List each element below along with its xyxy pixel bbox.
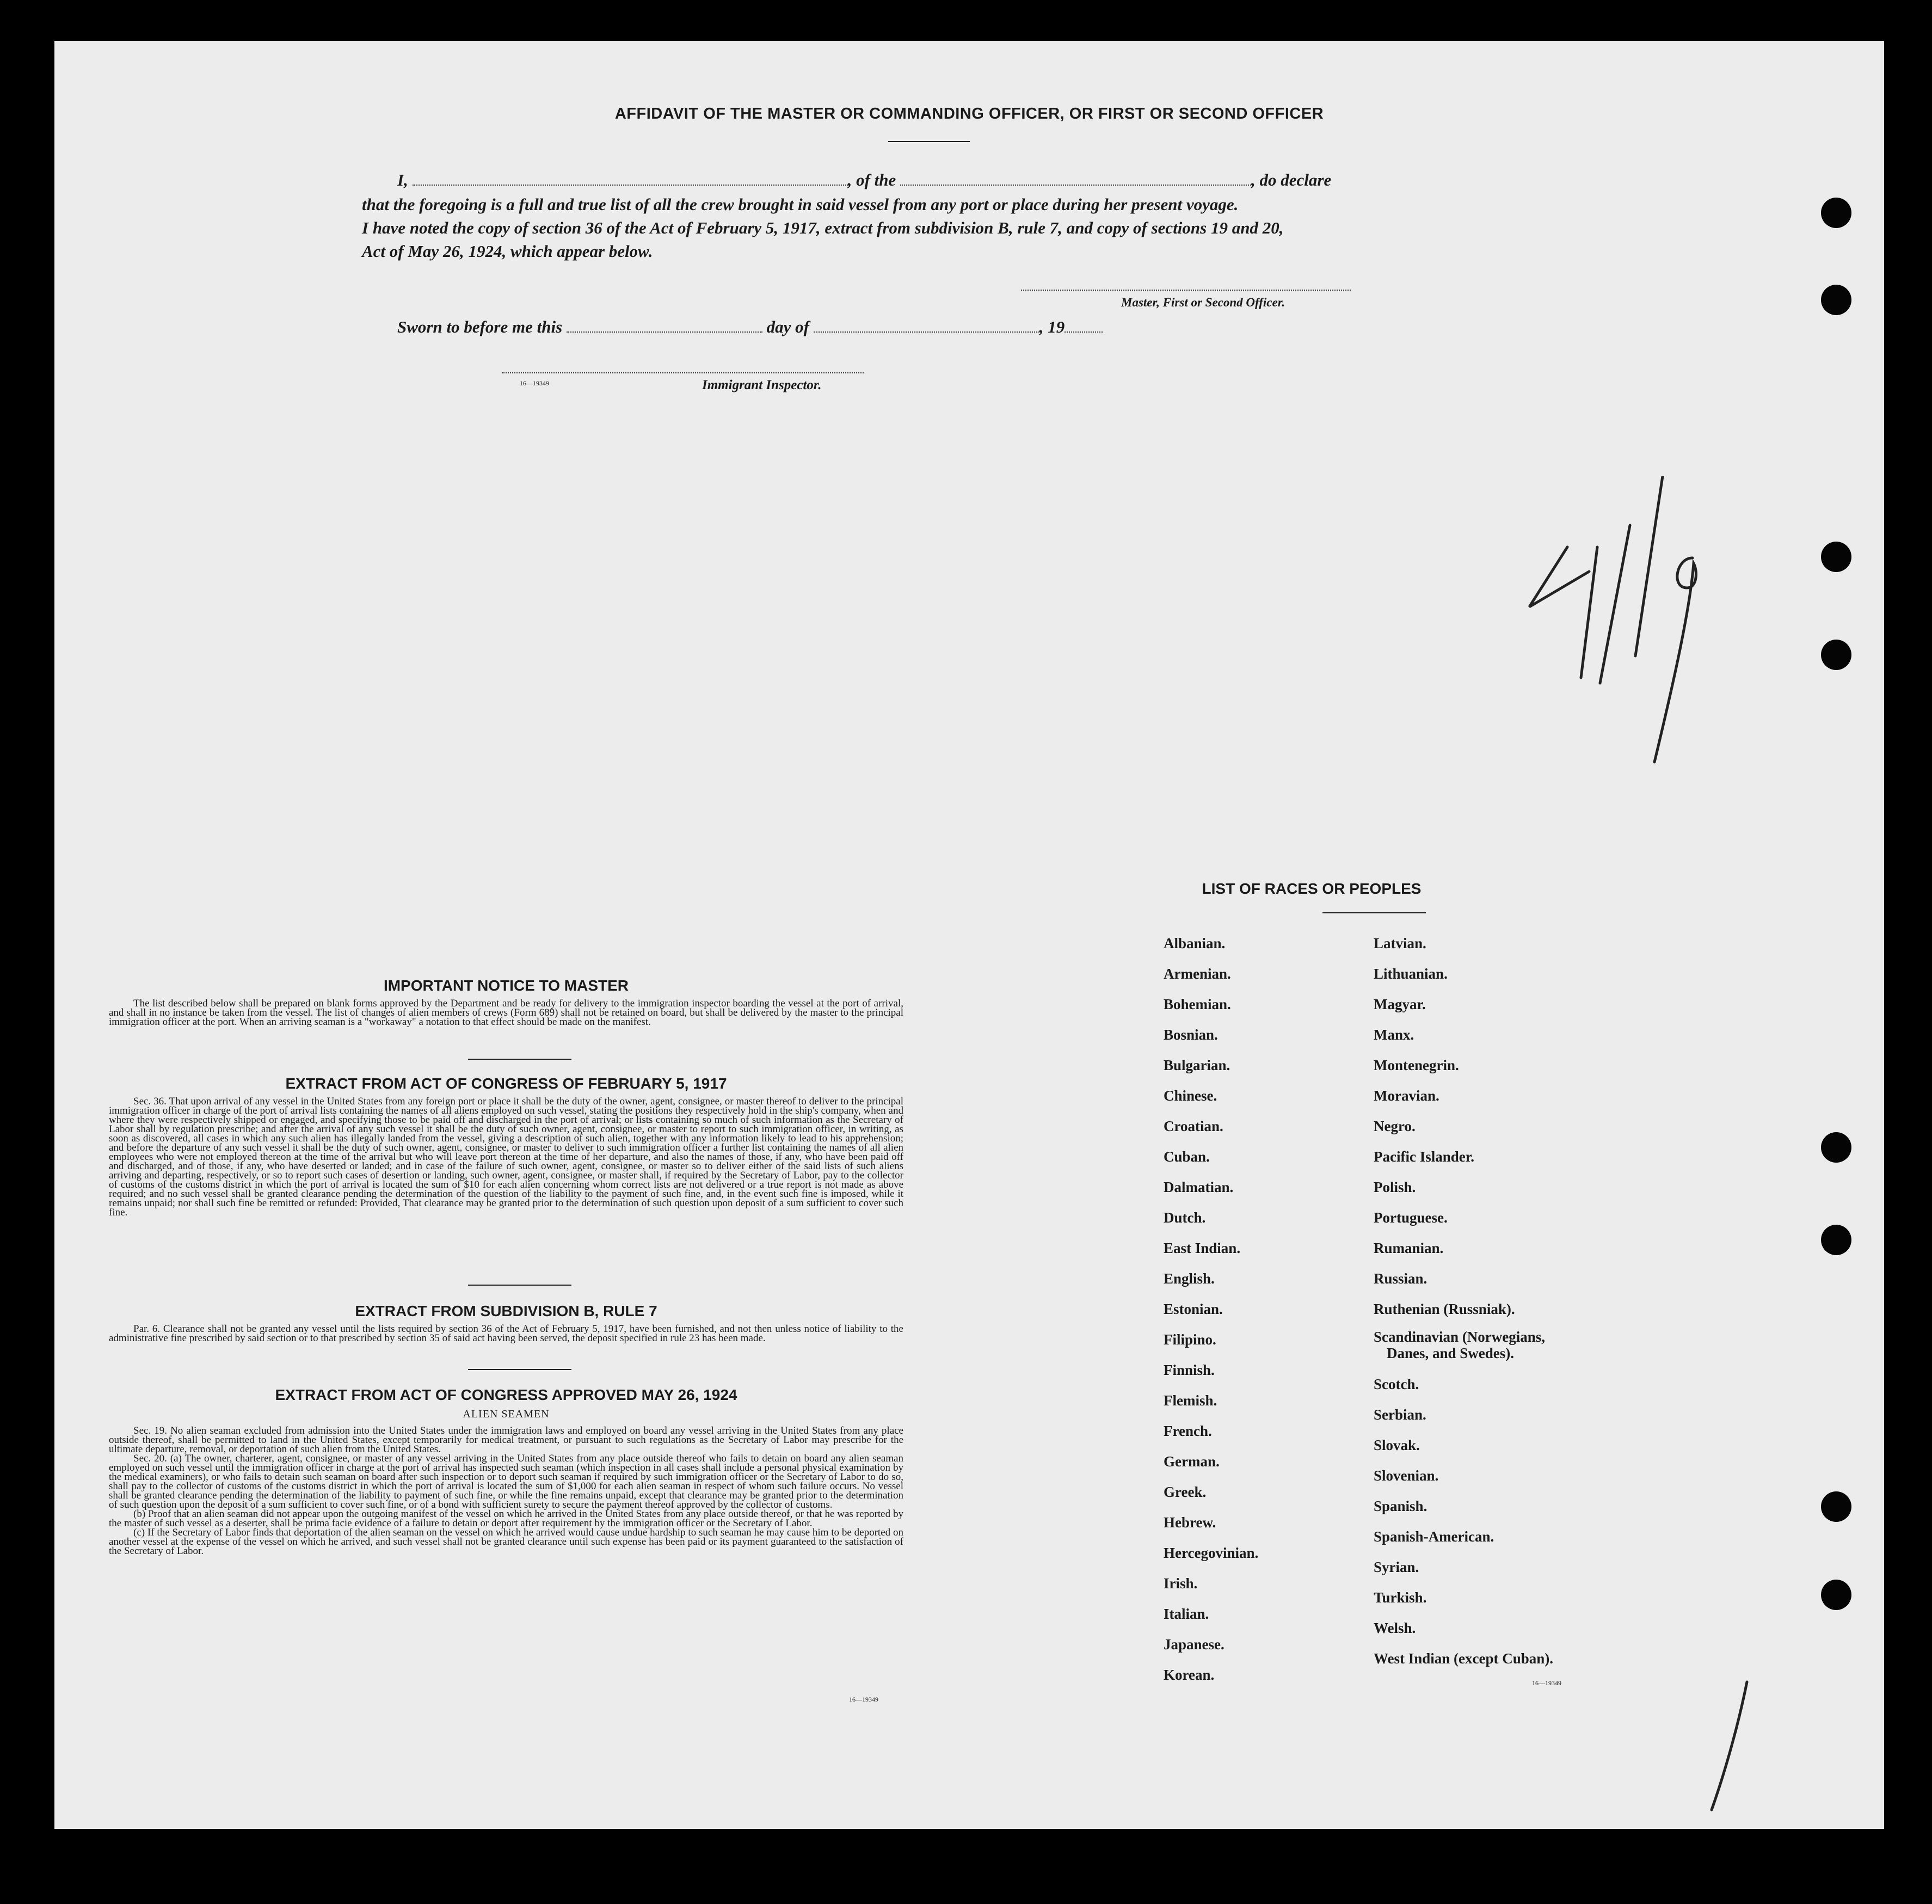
year-label: , 19 [1039, 317, 1065, 336]
rule7-title: EXTRACT FROM SUBDIVISION B, RULE 7 [355, 1303, 657, 1319]
race-item: Dalmatian. [1164, 1179, 1234, 1195]
race-item: Portuguese. [1374, 1209, 1448, 1226]
document-sheet [54, 41, 1884, 1829]
year-blank [1065, 331, 1103, 333]
punch-hole [1821, 1132, 1851, 1163]
races-rule [1322, 912, 1426, 913]
section-19: Sec. 19. No alien seaman excluded from admission into the United States under the immigration laws and employed on board any vessel arriving in the United States from any place outside thereof, shall be permitted to land in the United States, except temporarily for medical treatment, or pursuant to such regulations as the Secretary of Labor may prescribe for the ultimate departure, removal, or deportation of such alien from the United States. [109, 1425, 903, 1455]
race-item: Rumanian. [1374, 1240, 1444, 1256]
affidavit-title: AFFIDAVIT OF THE MASTER OR COMMANDING OFFICER, OR FIRST OR SECOND OFFICER [614, 105, 1324, 122]
race-item: Spanish. [1374, 1498, 1428, 1514]
inspector-signature-label: Immigrant Inspector. [702, 378, 822, 392]
race-item: Chinese. [1164, 1088, 1217, 1104]
master-signature-label: Master, First or Second Officer. [1121, 296, 1285, 309]
extract-1917-title: EXTRACT FROM ACT OF CONGRESS OF FEBRUARY 5, 1917 [285, 1075, 727, 1092]
race-item: Croatian. [1164, 1118, 1223, 1134]
race-item: Dutch. [1164, 1209, 1206, 1226]
races-title: LIST OF RACES OR PEOPLES [1202, 880, 1422, 897]
day-of-label: day of [766, 317, 809, 336]
rule7-body: Par. 6. Clearance shall not be granted any vessel until the lists required by section 36 of the Act of February 5, 1917, have been furnished, and not then unless notice of liability to the administrative fine prescribed by said section or to that prescribed by section 35 of said act having been served, the deposit specified in rule 23 has been made. [109, 1323, 903, 1344]
race-item: Cuban. [1164, 1148, 1210, 1165]
race-item: English. [1164, 1270, 1215, 1287]
affidavit-line1 [397, 170, 1331, 190]
race-item: Bulgarian. [1164, 1057, 1230, 1073]
extract-1917-body: Sec. 36. That upon arrival of any vessel in the United States from any foreign port or place it shall be the duty of the owner, agent, consignee, or master thereof to deliver to the principal immigration officer in charge of the port of arrival lists containing the names of all aliens employed on such vessel, stating the positions they respectively hold in the ship's company, when and where they were respectively shipped or engaged, and specifying those to be paid off and discharged in the port of arrival; or lists containing so much of such information as the Secretary of Labor shall by regulation prescribe; and after the arrival of any such vessel it shall be the duty of such owner, agent, consignee, or master to report to such immigration officer, in writing, as soon as discovered, all cases in which any such alien has illegally landed from the vessel, giving a description of such alien, together with any information likely to lead to his apprehension; and before the departure of any such vessel it shall be the duty of such owner, agent, consignee, or master to deliver to such immigration officer a further list containing the names of all alien employees who were not employed thereon at the time of the arrival but who will leave port thereon at the time of her departure, and also the names of those, if any, who have been paid off and discharged, and of those, if any, who have deserted or landed; and in case of the failure of such owner, agent, consignee, or master so to deliver either of the said lists of such aliens arriving and departing, respectively, or so to report such cases of desertion or landing, such owner, agent, consignee, or master shall, if required by the Secretary of Labor, pay to the collector of customs of the customs district in which the port of arrival is located the sum of $10 for each alien concerning whom correct lists are not delivered or a true report is not made as above required; and no such vessel shall be granted clearance pending the determination of the question of the liability to the payment of such fine, and, in the event such fine is imposed, while it remains unpaid; nor shall such fine be remitted or refunded: Provided, That clearance may be granted prior to the determination of such question upon deposit of a sum sufficient to cover such fine. [109, 1096, 903, 1218]
race-item: Spanish-American. [1374, 1528, 1494, 1545]
race-item: Scotch. [1374, 1376, 1419, 1392]
race-item: Pacific Islander. [1374, 1148, 1474, 1165]
races-left-column [1164, 928, 1258, 1690]
race-item: Armenian. [1164, 966, 1231, 982]
affidavit-line2: that the foregoing is a full and true list of all the crew brought in said vessel from any port or place during her present voyage. [362, 195, 1239, 214]
section-20c: (c) If the Secretary of Labor finds that deportation of the alien seaman on the vessel on which he arrived would cause undue hardship to such seaman he may cause him to be deported on another vessel at the expense of the vessel on which he arrived, and such vessel shall not be granted clearance until such expense has been paid or its payment guaranteed to the satisfaction of the Secretary of Labor. [109, 1527, 903, 1557]
affidavit-line3: I have noted the copy of section 36 of the Act of February 5, 1917, extract from subdivision B, rule 7, and copy of sections 19 and 20, [362, 218, 1284, 237]
race-item: Russian. [1374, 1270, 1428, 1287]
race-item: French. [1164, 1423, 1212, 1439]
sworn-label: Sworn to before me this [397, 317, 563, 336]
section-20b: (b) Proof that an alien seaman did not appear upon the outgoing manifest of the vessel on which he arrived in the United States from any place outside thereof, or that he was reported by the master of such vessel as a deserter, shall be prima facie evidence of a failure to detain or deport after requirement by the immigration officer or the Secretary of Labor. [109, 1508, 903, 1529]
title-rule [888, 141, 970, 142]
race-item: Syrian. [1374, 1559, 1419, 1575]
race-item: Lithuanian. [1374, 966, 1448, 982]
races-form-number: 16—19349 [1532, 1679, 1561, 1687]
punch-hole [1821, 1580, 1851, 1610]
race-item: West Indian (except Cuban). [1374, 1650, 1554, 1667]
race-item: Flemish. [1164, 1392, 1217, 1409]
punch-hole [1821, 285, 1851, 315]
notice-rule [468, 1059, 571, 1060]
extract-1924-body [109, 1426, 903, 1556]
race-item: Magyar. [1374, 996, 1426, 1012]
handwritten-number [1524, 476, 1709, 765]
race-item: Hebrew. [1164, 1514, 1216, 1531]
punch-hole [1821, 542, 1851, 572]
race-item: Turkish. [1374, 1589, 1427, 1606]
alien-seamen-subtitle: ALIEN SEAMEN [463, 1408, 550, 1420]
race-item: Greek. [1164, 1484, 1207, 1500]
race-item: Irish. [1164, 1575, 1198, 1592]
races-right-column [1374, 928, 1553, 1674]
do-declare-label: , do declare [1251, 170, 1332, 189]
race-item: East Indian. [1164, 1240, 1241, 1256]
punch-hole [1821, 1491, 1851, 1522]
race-item: Slovenian. [1374, 1467, 1439, 1484]
punch-hole [1821, 640, 1851, 670]
punch-hole [1821, 1225, 1851, 1255]
race-item: Danes, and Swedes). [1387, 1345, 1515, 1361]
notice-body: The list described below shall be prepared on blank forms approved by the Department and be ready for delivery to the immigration inspector boarding the vessel at the port of arrival, and shall in no instance be taken from the vessel. The list of changes of alien members of crews (Form 689) shall not be retained on board, but shall be delivered by the master to the principal immigration officer at the port. When an arriving seaman is a "workaway" a notation to that effect should be made on the manifest. [109, 998, 903, 1028]
handwritten-mark [1709, 1679, 1752, 1815]
name-blank [413, 184, 848, 186]
race-item: Filipino. [1164, 1331, 1216, 1348]
inspector-signature-line [502, 372, 864, 373]
vessel-blank [900, 184, 1251, 186]
race-item: Bohemian. [1164, 996, 1231, 1012]
race-item: Ruthenian (Russniak). [1374, 1301, 1515, 1317]
race-item: German. [1164, 1453, 1220, 1470]
race-item: Estonian. [1164, 1301, 1223, 1317]
race-item: Albanian. [1164, 935, 1226, 951]
affidavit-form-number: 16—19349 [520, 379, 549, 387]
race-item: Finnish. [1164, 1362, 1215, 1378]
race-item: Negro. [1374, 1118, 1416, 1134]
race-item: Korean. [1164, 1667, 1215, 1683]
race-item: Scandinavian (Norwegians, [1374, 1329, 1546, 1345]
race-item: Moravian. [1374, 1088, 1439, 1104]
punch-hole [1821, 198, 1851, 228]
of-the-label: , of the [847, 170, 896, 189]
extract-1917-rule [468, 1285, 571, 1286]
rule7-rule [468, 1369, 571, 1370]
race-item: Welsh. [1374, 1620, 1416, 1636]
extract-1924-title: EXTRACT FROM ACT OF CONGRESS APPROVED MAY 26, 1924 [275, 1386, 737, 1403]
race-item: Hercegovinian. [1164, 1545, 1259, 1561]
affidavit-line4: Act of May 26, 1924, which appear below. [362, 242, 653, 261]
race-item: Manx. [1374, 1027, 1414, 1043]
race-item: Polish. [1374, 1179, 1416, 1195]
sworn-month-blank [814, 331, 1039, 333]
extract-form-number: 16—19349 [849, 1696, 878, 1703]
sworn-line [397, 317, 1103, 337]
race-item: Japanese. [1164, 1636, 1225, 1653]
master-signature-line [1021, 290, 1351, 291]
race-item: Italian. [1164, 1606, 1209, 1622]
race-item: Bosnian. [1164, 1027, 1218, 1043]
race-item: Montenegrin. [1374, 1057, 1459, 1073]
race-item: Serbian. [1374, 1406, 1426, 1423]
notice-title: IMPORTANT NOTICE TO MASTER [383, 977, 629, 994]
section-20a: Sec. 20. (a) The owner, charterer, agent, consignee, or master of any vessel arriving in the United States from any place outside thereof who fails to detain on board any alien seaman employed on such vessel until the immigration officer in charge at the port of arrival has inspected such seaman (which inspection in all cases shall include a personal physical examination by the medical examiners), or who fails to detain such seaman on board after such inspection or to deport such seaman if required by such immigration officer or the Secretary of Labor to do so, shall pay to the collector of customs of the customs district in which the port of arrival is located the sum of $1,000 for each alien seaman in respect of whom such failure occurs. No vessel shall be granted clearance pending the determination of the liability to payment of such fine, or while the fine remains unpaid, except that clearance may be granted prior to the determination of such question upon the deposit of a sum sufficient to cover such fine, or of a bond with sufficient surety to secure the payment thereof approved by the collector of customs. [109, 1453, 903, 1510]
sworn-day-blank [567, 331, 762, 333]
i-label: I, [397, 170, 408, 189]
race-item: Latvian. [1374, 935, 1426, 951]
race-item: Slovak. [1374, 1437, 1420, 1453]
